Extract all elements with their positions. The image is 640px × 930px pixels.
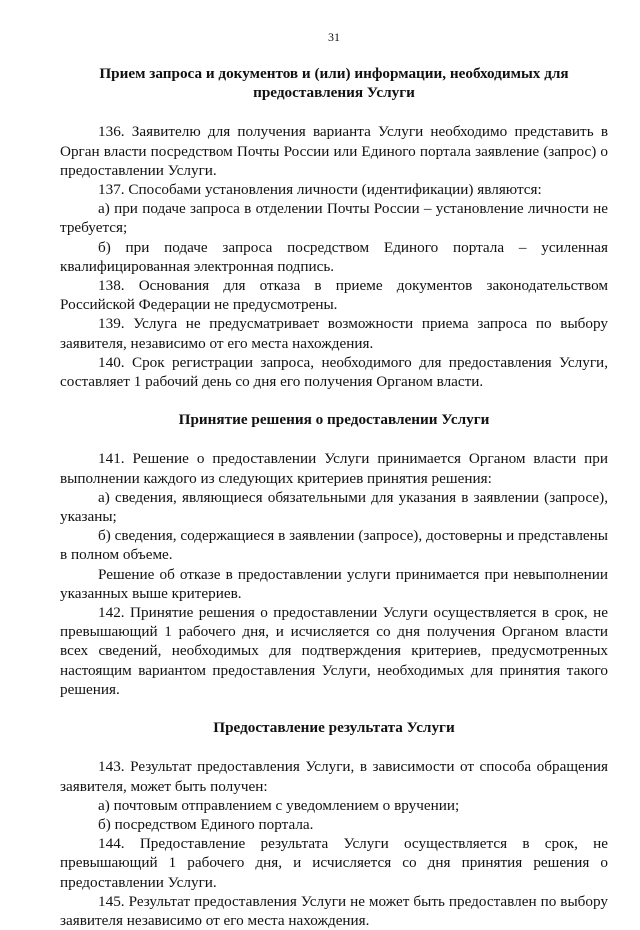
document-page	[60, 30, 608, 930]
page-number: 31	[328, 30, 340, 44]
paragraph-142: 142. Принятие решения о предоставлении Услуги осуществляется в срок, не превышающий 1 рабочего дня, и исчисляется со дня получения Органом власти всех сведений, необходимых для подтверждения критериев, предусмотренных настоящим вариантом предоставления Услуги, необходимых для принятия такого решения.	[60, 604, 608, 698]
paragraph-137-b: б) при подаче запроса посредством Единого портала – усиленная квалифицированная электронная подпись.	[60, 238, 608, 275]
paragraph-141-a: а) сведения, являющиеся обязательными для указания в заявлении (запросе), указаны;	[60, 488, 608, 526]
paragraph-141: 141. Решение о предоставлении Услуги принимается Органом власти при выполнении каждого из следующих критериев принятия решения:	[60, 450, 608, 487]
paragraph-145: 145. Результат предоставления Услуги не может быть предоставлен по выбору заявителя независимо от его места нахождения.	[60, 892, 608, 929]
paragraph-139: 139. Услуга не предусматривает возможности приема запроса по выбору заявителя, независимо от его места нахождения.	[60, 315, 608, 352]
paragraph-143: 143. Результат предоставления Услуги, в зависимости от способа обращения заявителя, может быть получен:	[60, 758, 608, 795]
paragraph-143-a: а) почтовым отправлением с уведомлением о вручении;	[98, 796, 460, 814]
paragraph-136: 136. Заявителю для получения варианта Услуги необходимо представить в Орган власти посредством Почты России или Единого портала заявление (запрос) о предоставлении Услуги.	[60, 123, 608, 179]
paragraph-141-b: б) сведения, содержащиеся в заявлении (запросе), достоверны и представлены в полном объеме.	[60, 527, 608, 564]
section-title-request-reception: Прием запроса и документов и (или) информации, необходимых для предоставления Услуги	[99, 65, 569, 102]
section-title-decision: Принятие решения о предоставлении Услуги	[178, 411, 490, 429]
paragraph-144: 144. Предоставление результата Услуги осуществляется в срок, не превышающий 1 рабочего дня, и исчисляется со дня принятия решения о предоставлении Услуги.	[60, 835, 608, 891]
paragraph-140: 140. Срок регистрации запроса, необходимого для предоставления Услуги, составляет 1 рабочий день со дня его получения Органом власти.	[60, 353, 608, 391]
paragraph-refusal: Решение об отказе в предоставлении услуги принимается при невыполнении указанных выше критериев.	[60, 565, 608, 602]
paragraph-138: 138. Основания для отказа в приеме документов законодательством Российской Федерации не предусмотрены.	[60, 277, 608, 314]
section-title-result: Предоставление результата Услуги	[213, 719, 455, 737]
paragraph-137: 137. Способами установления личности (идентификации) являются:	[98, 181, 542, 199]
paragraph-143-b: б) посредством Единого портала.	[98, 815, 314, 833]
paragraph-137-a: а) при подаче запроса в отделении Почты России – установление личности не требуется;	[60, 200, 608, 237]
